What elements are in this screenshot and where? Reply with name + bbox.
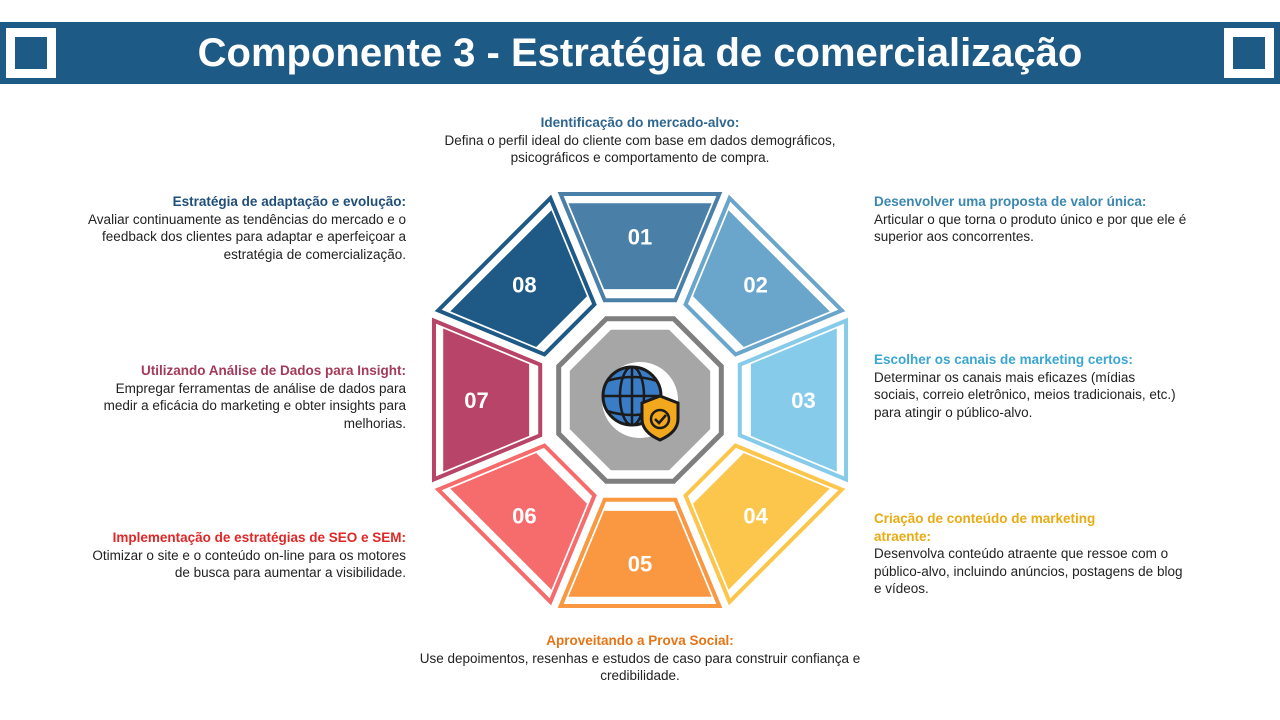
segment-01-description: Defina o perfil ideal do cliente com base em dados demográficos, psicográficos e comportamento de compra. (444, 132, 836, 165)
segment-07-description: Empregar ferramentas de análise de dados para medir a eficácia do marketing e obter insights para melhorias. (103, 380, 406, 431)
segment-02-number: 02 (743, 272, 768, 298)
segment-08-text (86, 193, 406, 263)
segment-08-heading: Estratégia de adaptação e evolução: (172, 194, 406, 209)
segment-03-heading: Escolher os canais de marketing certos: (874, 352, 1133, 367)
segment-05-text (395, 632, 885, 685)
segment-08-description: Avaliar continuamente as tendências do mercado e o feedback dos clientes para adaptar e aperfeiçoar a estratégia de comercialização. (88, 211, 406, 262)
segment-04-text (874, 510, 1189, 598)
segment-02-text (874, 193, 1194, 246)
segment-01-number: 01 (627, 224, 653, 250)
segment-04-description: Desenvolva conteúdo atraente que ressoe com o público-alvo, incluindo anúncios, postagens de blog e vídeos. (874, 546, 1183, 596)
segment-04-heading: Criação de conteúdo de marketing atraente: (874, 511, 1096, 544)
segment-06-number: 06 (512, 503, 537, 529)
segment-07-text (86, 362, 406, 432)
segment-02-heading: Desenvolver uma proposta de valor única: (874, 194, 1147, 209)
segment-03-text (874, 351, 1179, 421)
segment-04-number: 04 (743, 503, 768, 529)
page-title: Componente 3 - Estratégia de comercialização (197, 31, 1083, 75)
segment-01-text (410, 114, 870, 167)
segment-07-heading: Utilizando Análise de Dados para Insight: (140, 363, 406, 378)
segment-08-number: 08 (512, 272, 537, 298)
segment-07-number: 07 (464, 388, 489, 413)
segment-02-description: Articular o que torna o produto único e por que ele é superior aos concorrentes. (874, 211, 1187, 244)
segment-06-heading: Implementação de estratégias de SEO e SEM: (112, 530, 406, 545)
segment-05-description: Use depoimentos, resenhas e estudos de caso para construir confiança e credibilidade. (419, 650, 861, 683)
segment-03-number: 03 (791, 388, 816, 413)
segment-05-number: 05 (627, 551, 653, 577)
segment-01-heading: Identificação do mercado-alvo: (540, 115, 740, 130)
segment-05-heading: Aproveitando a Prova Social: (546, 633, 734, 648)
segment-06-description: Otimizar o site e o conteúdo on-line para os motores de busca para aumentar a visibilidade. (92, 547, 406, 580)
segment-03-description: Determinar os canais mais eficazes (mídias sociais, correio eletrônico, meios tradicionais, etc.) para atingir o público-alvo. (874, 369, 1176, 420)
segment-06-text (86, 529, 406, 582)
